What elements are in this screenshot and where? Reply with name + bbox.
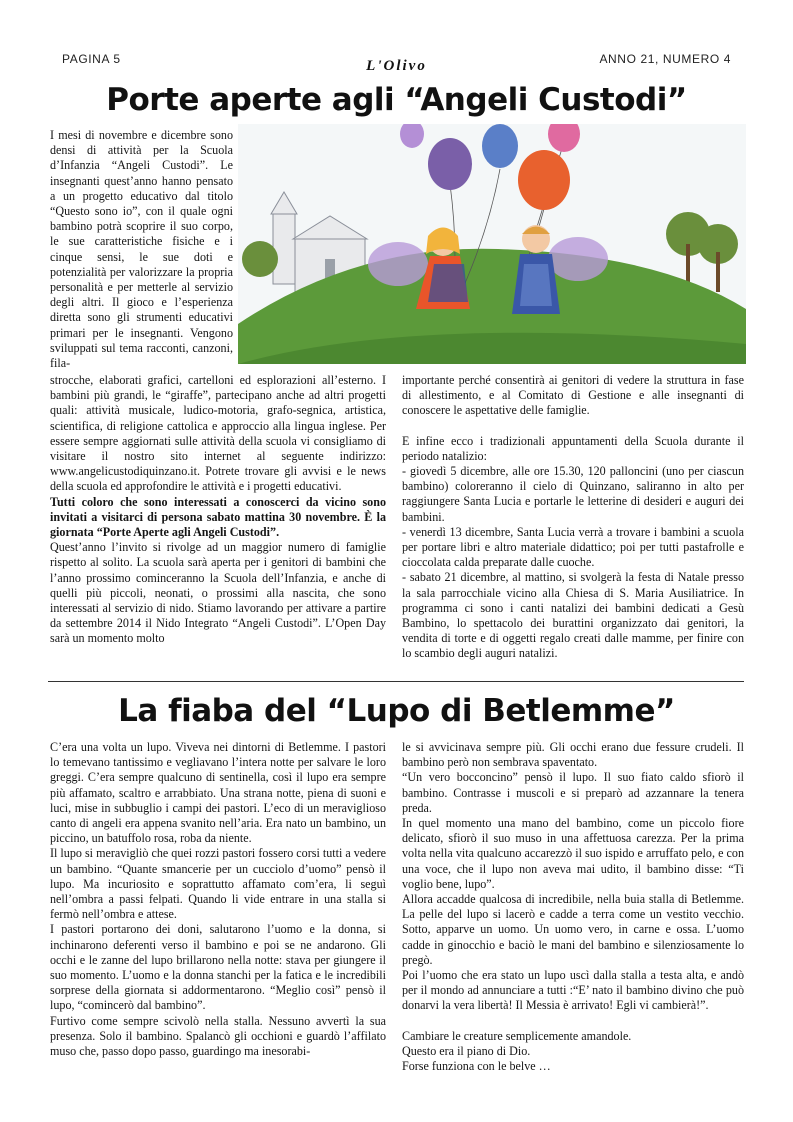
masthead: L'Olivo xyxy=(366,58,427,74)
article1-column-c: importante perché consentirà ai genitori di vedere la struttura in fase di allestimento, e al Comitato di Gestione e alle insegnanti di conoscere le aspettative delle famiglie. E infine ecco i tradizionali appuntamenti della Scuola durante il periodo natalizio: - giovedì 5 dicembre, alle ore 15.30, 120 palloncini (uno per ciascun bambino) coloreranno il cielo di Quinzano, saliranno in alto per raggiungere Santa Lucia e portarle le letterine di desideri e auguri dei bambini. - venerdì 13 dicembre, Santa Lucia verrà a trovare i bambini a scuola per portare libri e altro materiale didattico; poi per tutti pastafrolle e cioccolata calda preparate dalle cuoche. - sabato 21 dicembre, al mattino, si svolgerà la festa di Natale presso la sala parrocchiale vicino alla Chiesa di S. Maria Ausiliatrice. In programma ci sono i canti natalizi dei bambini dedicati a Gesù Bambino, lo spettacolo dei burattini organizzato dai genitori, la vendita di torte e di oggetti regalo creati dalle mamme, per finire con lo scambio degli auguri natalizi. xyxy=(402,373,744,661)
page-number: PAGINA 5 xyxy=(62,52,121,66)
article-title-open-day: Porte aperte agli “Angeli Custodi” xyxy=(106,82,687,118)
angels-balloons-icon xyxy=(238,124,746,364)
article2-column-d: C’era una volta un lupo. Viveva nei dintorni di Betlemme. I pastori lo temevano tantissimo e vegliavano l’intera notte per salvare le loro greggi. C’era sempre qualcuno di sentinella, così il lupo era sempre più affamato, scaltro e arrabbiato. Una strana notte, piena di suoni e luci, mise in subbuglio i campi dei pastori. L’eco di un meraviglioso canto di angeli era appena svanito nell’aria. Era nato un bambino, un piccino, un batuffolo rosa, roba da niente. Il lupo si meravigliò che quei rozzi pastori fossero corsi tutti a vedere un bambino. “Quante smancerie per un cucciolo d’uomo” pensò il lupo. Ma incuriosito e soprattutto affamato com’era, li seguì nell’ombra a passi felpati. Quando li vide entrare in una stalla si fermò nell’ombra e attese. I pastori portarono dei doni, salutarono l’uomo e la donna, si inchinarono deferenti verso il bambino e poi se ne andarono. Gli occhi e le zanne del lupo brillarono nella notte: stava per giungere il suo momento. L’uomo e la donna stanchi per la fatica e le incredibili sorprese della giornata si addormentarono. “Meglio così” pensò il lupo, “comincerò dal bambino”. Furtivo come sempre scivolò nella stalla. Nessuno avvertì la sua presenza. Solo il bambino. Spalancò gli occhioni e guardò l’affilato muso che, passo dopo passo, guardingo ma inesorabi- xyxy=(50,740,386,1059)
issue-number: ANNO 21, NUMERO 4 xyxy=(599,52,731,66)
article1-column-b: strocche, elaborati grafici, cartelloni ed esplorazioni all’esterno. I bambini più grandi, le “giraffe”, partecipano anche ad altri progetti quali: attività musicale, ludico-motoria, grafo-segnica, artistica, scientifica, di religione cattolica e approccio alla lingua inglese. Per essere sempre aggiornati sulle attività della scuola vi consigliamo di visitare il nostro sito internet al seguente indirizzo: www.angelicustodiquinzano.it. Potrete trovare gli avvisi e le news della scuola ed approfondire le attività e i progetti educativi. Tutti coloro che sono interessati a conoscerci da vicino sono invitati a visitarci di persona sabato mattina 30 novembre. È la giornata “Porte Aperte agli Angeli Custodi”. Quest’anno l’invito si rivolge ad un maggior numero di famiglie rispetto al solito. La scuola sarà aperta per i genitori di bambini che l’anno prossimo cominceranno la Scuola dell’Infanzia, e anche di quelli più piccoli, neonati, o prossimi alla nascita, che sono interessati al servizio di nido. Stiamo lavorando per attivare a partire da settembre 2014 il Nido Integrato “Angeli Custodi”. L’Open Day sarà un momento molto xyxy=(50,373,386,646)
article2-column-e: le si avvicinava sempre più. Gli occhi erano due fessure crudeli. Il bambino però non sembrava spaventato. “Un vero bocconcino” pensò il lupo. Il suo fiato caldo sfiorò il bambino. Contrasse i muscoli e si preparò ad azzannare la tenera preda. In quel momento una mano del bambino, come un piccolo fiore delicato, sfiorò il suo muso in una affettuosa carezza. Per la prima volta nella vita qualcuno accarezzò il suo ispido e arruffato pelo, e con una voce, che il lupo non aveva mai udito, il bambino disse: “Ti voglio bene, lupo”. Allora accadde qualcosa di incredibile, nella buia stalla di Betlemme. La pelle del lupo si lacerò e cadde a terra come un vestito vecchio. Sotto, apparve un uomo. Un uomo vero, in carne e ossa. L’uomo cadde in ginocchio e baciò le mani del bambino e silenziosamente lo pregò. Poi l’uomo che era stato un lupo uscì dalla stalla a testa alta, e andò per il mondo ad annunciare a tutti :“E’ nato il bambino divino che può donarvi la vera libertà! Il Messia è arrivato! Egli vi cambierà!”. Cambiare le creature semplicemente amandole. Questo era il piano di Dio. Forse funziona con le belve … xyxy=(402,740,744,1074)
section-divider xyxy=(48,681,744,682)
open-day-announcement: Tutti coloro che sono interessati a conoscerci da vicino sono invitati a visitarci di persona sabato mattina 30 novembre. È la giornata “Porte Aperte agli Angeli Custodi”. xyxy=(50,494,386,540)
article1-column-a: I mesi di novembre e dicembre sono densi di attività per la Scuola d’Infanzia “Angeli Custodi”. Le insegnanti quest’anno hanno pensato a un progetto educativo dal titolo “Questo sono io”, con il quale ogni bambino potrà scoprire il suo corpo, le sue caratteristiche fisiche e i cinque sensi, le sue doti e potenzialità per valorizzare la propria personalità e per metterle al servizio degli altri. Il gioco e l’esperienza diretta sono gli strumenti educativi primari per le insegnanti. Vengono sviluppati sul tema racconti, canzoni, fila- xyxy=(50,128,233,371)
article-title-wolf-fable: La fiaba del “Lupo di Betlemme” xyxy=(118,693,675,729)
angels-illustration xyxy=(238,124,746,364)
